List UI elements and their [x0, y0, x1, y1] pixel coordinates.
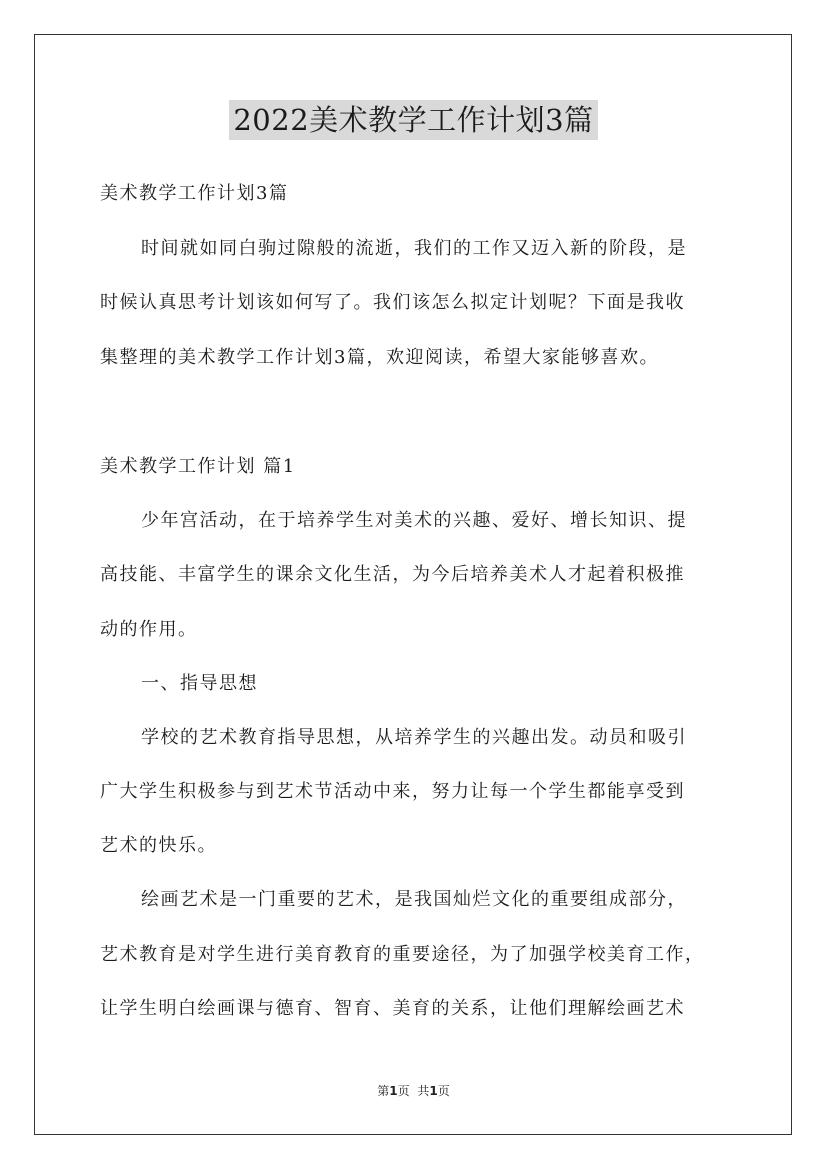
paragraph3-line-3: 让学生明白绘画课与德育、智育、美育的关系，让他们理解绘画艺术 — [100, 998, 685, 1019]
footer-total-pages: 1 — [429, 1084, 438, 1098]
intro-line-3: 集整理的美术教学工作计划3篇，欢迎阅读，希望大家能够喜欢。 — [100, 347, 659, 368]
section-heading: 美术教学工作计划 篇1 — [100, 456, 296, 477]
footer-total-suffix: 页 — [437, 1084, 450, 1098]
intro-line-2: 时候认真思考计划该如何写了。我们该怎么拟定计划呢？下面是我收 — [100, 292, 685, 313]
paragraph1-line-3: 动的作用。 — [100, 619, 198, 640]
heading-guiding-ideology: 一、指导思想 — [141, 673, 258, 694]
footer-page-suffix: 页 — [397, 1084, 410, 1098]
intro-line-1: 时间就如同白驹过隙般的流逝，我们的工作又迈入新的阶段，是 — [141, 238, 687, 259]
paragraph2-line-3: 艺术的快乐。 — [100, 835, 217, 856]
footer-total-prefix: 共 — [417, 1084, 430, 1098]
paragraph1-line-1: 少年宫活动，在于培养学生对美术的兴趣、爱好、增长知识、提 — [141, 510, 687, 531]
footer-page-number: 1 — [389, 1084, 398, 1098]
page-footer — [0, 1083, 827, 1099]
paragraph3-line-1: 绘画艺术是一门重要的艺术，是我国灿烂文化的重要组成部分， — [141, 889, 687, 910]
document-title: 2022美术教学工作计划3篇 — [229, 100, 597, 140]
title-wrap — [0, 100, 827, 140]
paragraph3-line-2: 艺术教育是对学生进行美育教育的重要途径，为了加强学校美育工作， — [100, 944, 705, 965]
document-subtitle: 美术教学工作计划3篇 — [100, 183, 289, 204]
paragraph2-line-2: 广大学生积极参与到艺术节活动中来，努力让每一个学生都能享受到 — [100, 781, 685, 802]
paragraph2-line-1: 学校的艺术教育指导思想，从培养学生的兴趣出发。动员和吸引 — [141, 727, 687, 748]
paragraph1-line-2: 高技能、丰富学生的课余文化生活，为今后培养美术人才起着积极推 — [100, 564, 685, 585]
footer-page-prefix: 第 — [377, 1084, 390, 1098]
